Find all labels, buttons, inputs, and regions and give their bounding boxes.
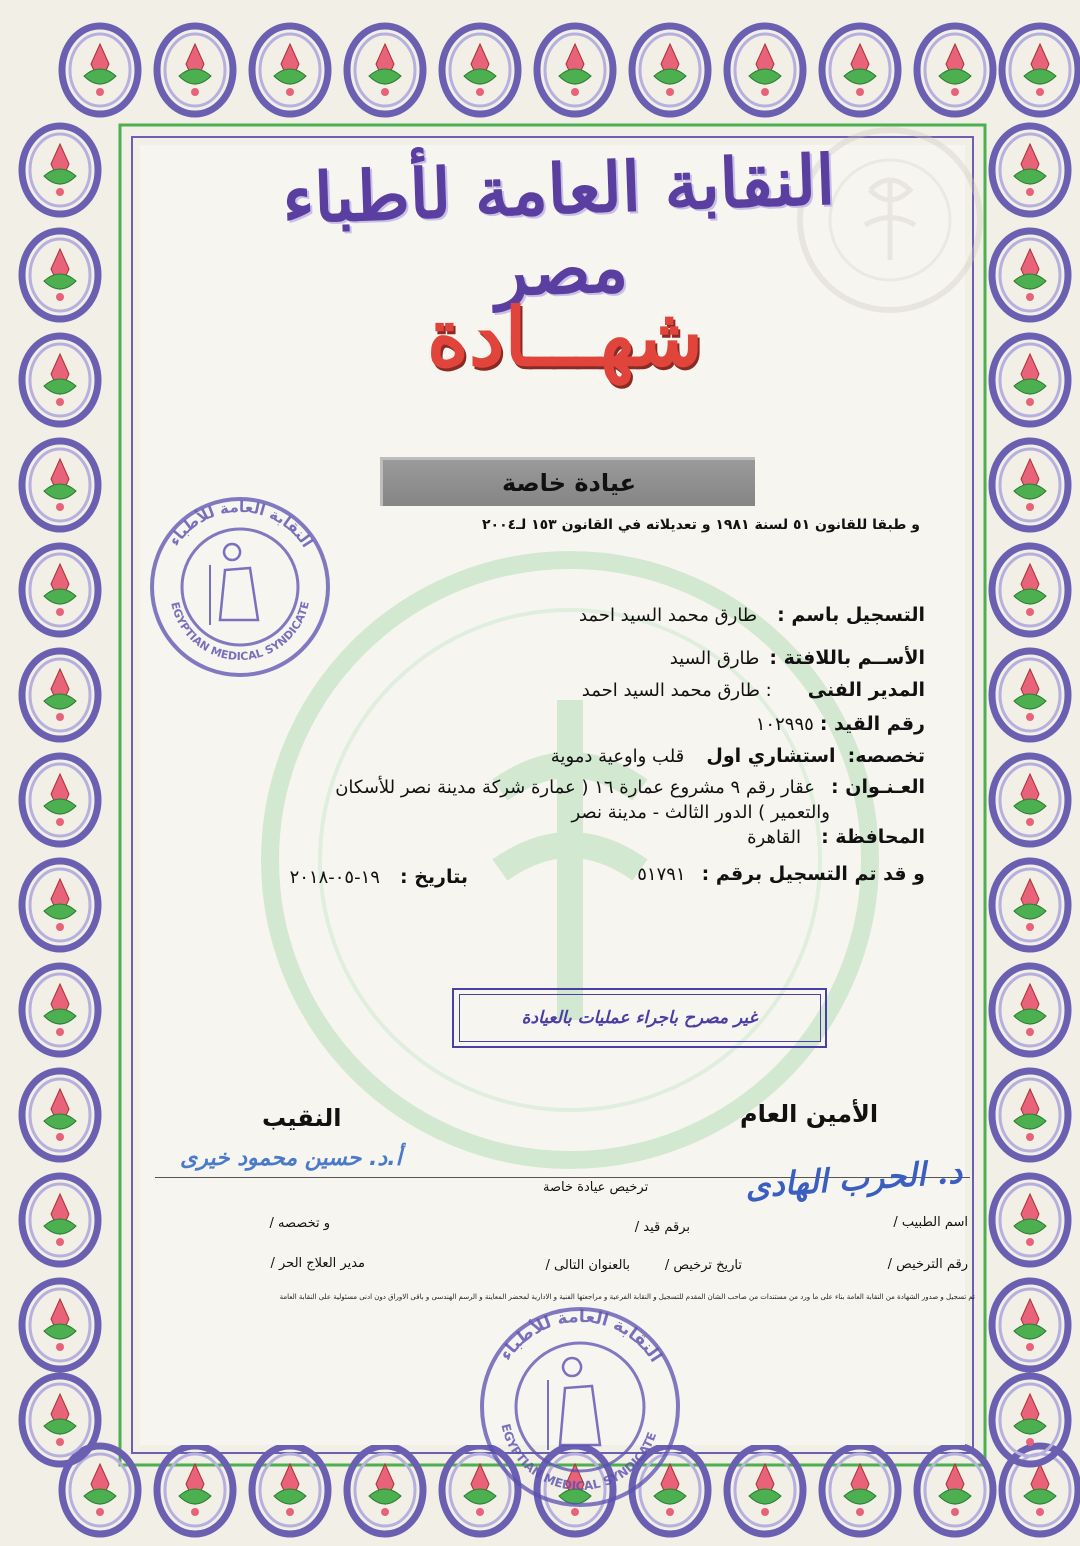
secretary-signature: د. الحرب الهادى — [743, 1152, 964, 1206]
record-no-field: برقم قيد / — [634, 1220, 690, 1235]
tech-director-label: المدير الفنى — [807, 679, 925, 701]
license-no-field: رقم الترخيص / — [887, 1257, 968, 1272]
date-value: ١٩-٠٥-٢٠١٨ — [289, 867, 380, 888]
date-row — [290, 866, 468, 888]
license-type: ترخيص عيادة خاصة — [543, 1180, 649, 1195]
restriction-stamp — [452, 988, 827, 1048]
sign-name-row — [670, 647, 925, 669]
law-reference: و طبقا للقانون ٥١ لسنة ١٩٨١ و تعديلاته في القانون ١٥٣ لـ٢٠٠٤ — [481, 517, 920, 533]
registered-name-value: طارق محمد السيد احمد — [578, 605, 758, 626]
specialty-label: تخصصه: — [847, 745, 925, 767]
governorate-value: القاهرة — [747, 827, 802, 848]
syndicate-watermark — [250, 540, 890, 1180]
governorate-label: المحافظة : — [821, 826, 925, 848]
seal-bottom-arabic: النقابة العامة للأطباء — [495, 1306, 666, 1366]
tech-director-row — [582, 679, 925, 701]
syndicate-seal-bottom — [470, 1300, 690, 1515]
specialty-field: و تخصصه / — [269, 1216, 330, 1231]
syndicate-title: النقابة العامة لأطباء مصر — [280, 140, 837, 313]
certificate-title: شهـــادة — [426, 290, 704, 384]
seal-english-text: EGYPTIAN MEDICAL SYNDICATE — [168, 600, 312, 664]
specialty-rank: استشاري اول — [706, 745, 836, 767]
registered-name-label: التسجيل باسم : — [777, 604, 925, 626]
syndicate-seal — [140, 490, 340, 685]
doctor-name-field: اسم الطبيب / — [893, 1215, 968, 1230]
record-no-label: رقم القيد : — [819, 713, 925, 735]
clinic-director-field: مدير العلاج الحر / — [270, 1256, 365, 1271]
sign-name-label: الأســم باللافتة : — [769, 647, 925, 669]
address-line2-row — [571, 801, 830, 823]
naqib-name: أ.د. حسين محمود خيرى — [180, 1146, 402, 1171]
seal-bottom-english: EGYPTIAN MEDICAL SYNDICATE — [498, 1422, 660, 1494]
address-line1: عقار رقم ٩ مشروع عمارة ١٦ ( عمارة شركة مدينة نصر للأسكان — [335, 777, 815, 798]
svg-text:النقابة العامة للأطباء — [165, 498, 316, 551]
record-no-value: ١٠٢٩٩٥ — [755, 714, 814, 735]
seal-arabic-text: النقابة العامة للأطباء — [165, 497, 317, 551]
date-label: بتاريخ : — [399, 866, 468, 888]
record-no-row — [756, 713, 925, 735]
restriction-stamp-text: غير مصرح باجراء عمليات بالعيادة — [459, 994, 821, 1042]
registration-row — [637, 863, 925, 885]
specialty-row — [551, 745, 925, 767]
address-label: العـنـوان : — [831, 776, 925, 798]
governorate-row — [747, 826, 925, 848]
registered-name-row — [579, 604, 925, 626]
sign-name-value: طارق السيد — [669, 648, 760, 669]
reg-no-value: ٥١٧٩١ — [637, 864, 686, 885]
svg-text:النقابة العامة للأطباء — [496, 1307, 666, 1366]
address-field: بالعنوان التالى / — [545, 1258, 630, 1273]
legal-footnote: تم تسجيل و صدور الشهادة من النقابة العامة بناء على ما ورد من مستندات من صاحب الشأن المقدم للتسجيل و النقابة الفرعية و مراجعتها الفنية و الادارية لمحضر المعاينة و الرسم الهندسى و باقى الاوراق دون ادنى مسئولية على النقابة العامة — [279, 1293, 975, 1301]
category-banner: عيادة خاصة — [380, 457, 755, 506]
address-line2: والتعمير ) الدور الثالث - مدينة نصر — [571, 802, 830, 823]
tech-director-value: : طارق محمد السيد احمد — [581, 680, 772, 701]
license-date-field: تاريخ ترخيص / — [664, 1258, 742, 1273]
svg-text:EGYPTIAN MEDICAL SYNDICATE — [168, 600, 312, 663]
reg-no-label: و قد تم التسجيل برقم : — [701, 863, 925, 885]
secretary-title: الأمين العام — [740, 1100, 879, 1128]
specialty-value: قلب واوعية دموية — [550, 746, 685, 767]
address-row — [335, 776, 925, 798]
naqib-title: النقيب — [262, 1104, 342, 1132]
